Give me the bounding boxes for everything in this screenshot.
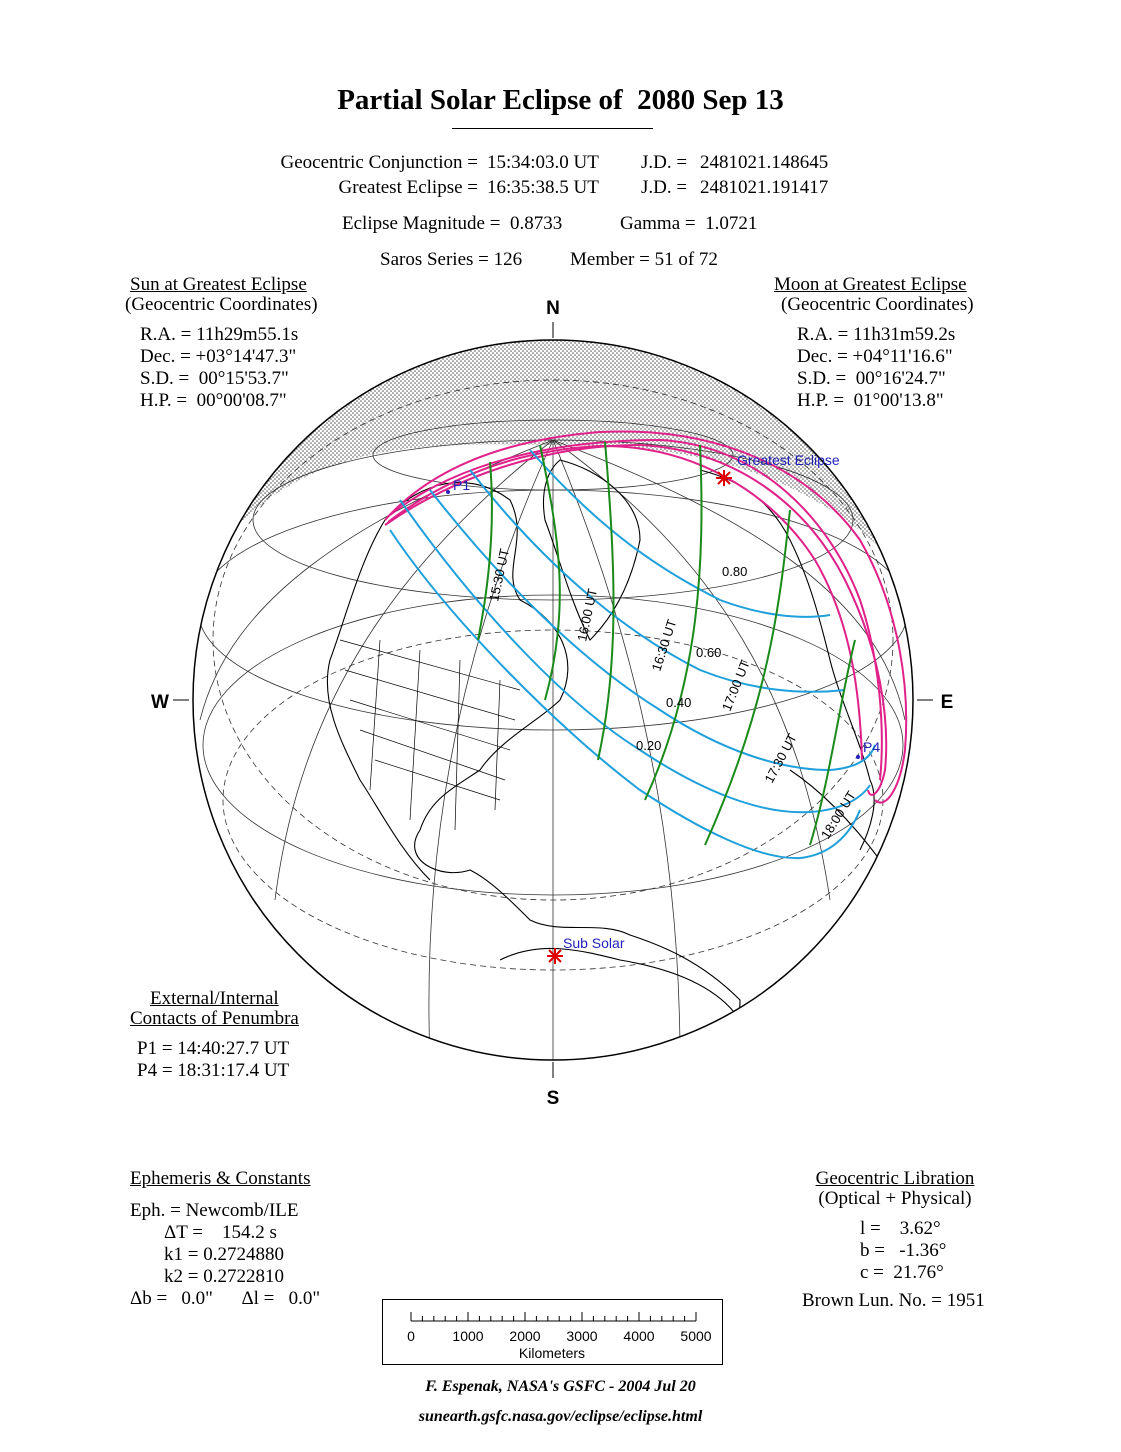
limit-curve-4 bbox=[388, 446, 862, 760]
time-label-1630: 16:30 UT bbox=[648, 617, 680, 673]
state-borders bbox=[340, 640, 520, 830]
greatest-eclipse-label: Greatest Eclipse bbox=[737, 452, 840, 468]
ephemeris-delta-t: ΔT = 154.2 s bbox=[164, 1222, 277, 1243]
sun-hp: H.P. = 00°00'08.7" bbox=[140, 390, 287, 411]
contact-p1: P1 = 14:40:27.7 UT bbox=[137, 1038, 290, 1059]
scale-tick-label: 2000 bbox=[509, 1328, 541, 1344]
jd-label-1: J.D. = bbox=[641, 152, 688, 173]
magnitude-label-020: 0.20 bbox=[636, 738, 662, 753]
time-curve-1600 bbox=[540, 445, 560, 700]
sun-sd: S.D. = 00°15'53.7" bbox=[140, 368, 289, 389]
sun-ra: R.A. = 11h29m55.1s bbox=[140, 324, 299, 345]
conjunction-time: 15:34:03.0 UT bbox=[487, 152, 599, 173]
jd-label-2: J.D. = bbox=[641, 177, 688, 198]
brown-lunation: Brown Lun. No. = 1951 bbox=[802, 1290, 985, 1311]
scale-bar bbox=[382, 1299, 723, 1365]
time-label-1530: 15:30 UT bbox=[486, 547, 513, 603]
ephemeris-db-dl: Δb = 0.0" Δl = 0.0" bbox=[130, 1288, 321, 1309]
moon-sd: S.D. = 00°16'24.7" bbox=[797, 368, 946, 389]
moon-subheading: (Geocentric Coordinates) bbox=[781, 294, 974, 315]
page-title: Partial Solar Eclipse of 2080 Sep 13 bbox=[337, 84, 784, 116]
jd-greatest: 2481021.191417 bbox=[700, 177, 829, 198]
west-coast bbox=[327, 520, 430, 880]
libration-l: l = 3.62° bbox=[860, 1218, 941, 1239]
subsolar-label: Sub Solar bbox=[563, 935, 625, 951]
compass-north: N bbox=[546, 298, 560, 319]
scale-tick-label: 4000 bbox=[623, 1328, 655, 1344]
greatest-time: 16:35:38.5 UT bbox=[487, 177, 599, 198]
p1-label: P1 bbox=[453, 477, 471, 493]
ephemeris-heading: Ephemeris & Constants bbox=[130, 1168, 311, 1189]
magnitude-label-040: 0.40 bbox=[666, 695, 692, 710]
gamma: Gamma = 1.0721 bbox=[620, 213, 758, 234]
greatest-eclipse-marker bbox=[716, 470, 732, 486]
contacts-heading-1: External/Internal bbox=[150, 988, 279, 1009]
ephemeris-k1: k1 = 0.2724880 bbox=[164, 1244, 284, 1265]
conjunction-label: Geocentric Conjunction = bbox=[280, 152, 478, 173]
jd-conjunction: 2481021.148645 bbox=[700, 152, 829, 173]
time-label-1600: 16:00 UT bbox=[574, 587, 601, 643]
moon-ra: R.A. = 11h31m59.2s bbox=[797, 324, 956, 345]
moon-hp: H.P. = 01°00'13.8" bbox=[797, 390, 944, 411]
scale-tick-label: 5000 bbox=[680, 1328, 712, 1344]
libration-heading: Geocentric Libration bbox=[815, 1168, 975, 1189]
scale-tick-label: 3000 bbox=[566, 1328, 598, 1344]
saros-member: Member = 51 of 72 bbox=[570, 249, 718, 270]
magnitude-curve bbox=[400, 500, 870, 812]
moon-dec: Dec. = +04°11'16.6" bbox=[797, 346, 953, 367]
magnitude-label-080: 0.80 bbox=[722, 564, 748, 579]
compass-west: W bbox=[151, 692, 169, 713]
credit-author: F. Espenak, NASA's GSFC - 2004 Jul 20 bbox=[425, 1378, 696, 1395]
moon-heading: Moon at Greatest Eclipse bbox=[774, 274, 967, 295]
scale-tick-label: 1000 bbox=[452, 1328, 484, 1344]
libration-subheading: (Optical + Physical) bbox=[818, 1188, 972, 1209]
p4-label: P4 bbox=[863, 739, 881, 755]
contact-p4: P4 = 18:31:17.4 UT bbox=[137, 1060, 290, 1081]
subsolar-marker bbox=[547, 948, 563, 964]
magnitude-label-060: 0.60 bbox=[696, 645, 722, 660]
time-label-1700: 17:00 UT bbox=[718, 657, 753, 714]
saros-series: Saros Series = 126 bbox=[380, 249, 523, 270]
greatest-label: Greatest Eclipse = bbox=[338, 177, 478, 198]
time-label-1800: 18:00 UT bbox=[817, 788, 859, 842]
sun-subheading: (Geocentric Coordinates) bbox=[125, 294, 318, 315]
sun-dec: Dec. = +03°14'47.3" bbox=[140, 346, 297, 367]
compass-east: E bbox=[940, 692, 954, 713]
scale-tick-label: 0 bbox=[407, 1328, 415, 1344]
time-curve-1630 bbox=[598, 442, 614, 760]
libration-b: b = -1.36° bbox=[860, 1240, 947, 1261]
ephemeris-k2: k2 = 0.2722810 bbox=[164, 1266, 284, 1287]
contacts-heading-2: Contacts of Penumbra bbox=[130, 1008, 299, 1029]
scale-unit: Kilometers bbox=[518, 1345, 586, 1361]
coastlines bbox=[327, 460, 880, 1080]
compass-south: S bbox=[546, 1088, 560, 1109]
time-label-1730: 17:30 UT bbox=[761, 731, 800, 786]
eclipse-magnitude: Eclipse Magnitude = 0.8733 bbox=[342, 213, 563, 234]
p4-point bbox=[856, 755, 860, 759]
sun-heading: Sun at Greatest Eclipse bbox=[130, 274, 307, 295]
p1-point bbox=[446, 490, 450, 494]
ephemeris-eph: Eph. = Newcomb/ILE bbox=[130, 1200, 299, 1221]
credit-url: sunearth.gsfc.nasa.gov/eclipse/eclipse.html bbox=[418, 1408, 703, 1425]
magnitude-curve bbox=[430, 490, 875, 770]
libration-c: c = 21.76° bbox=[860, 1262, 944, 1283]
